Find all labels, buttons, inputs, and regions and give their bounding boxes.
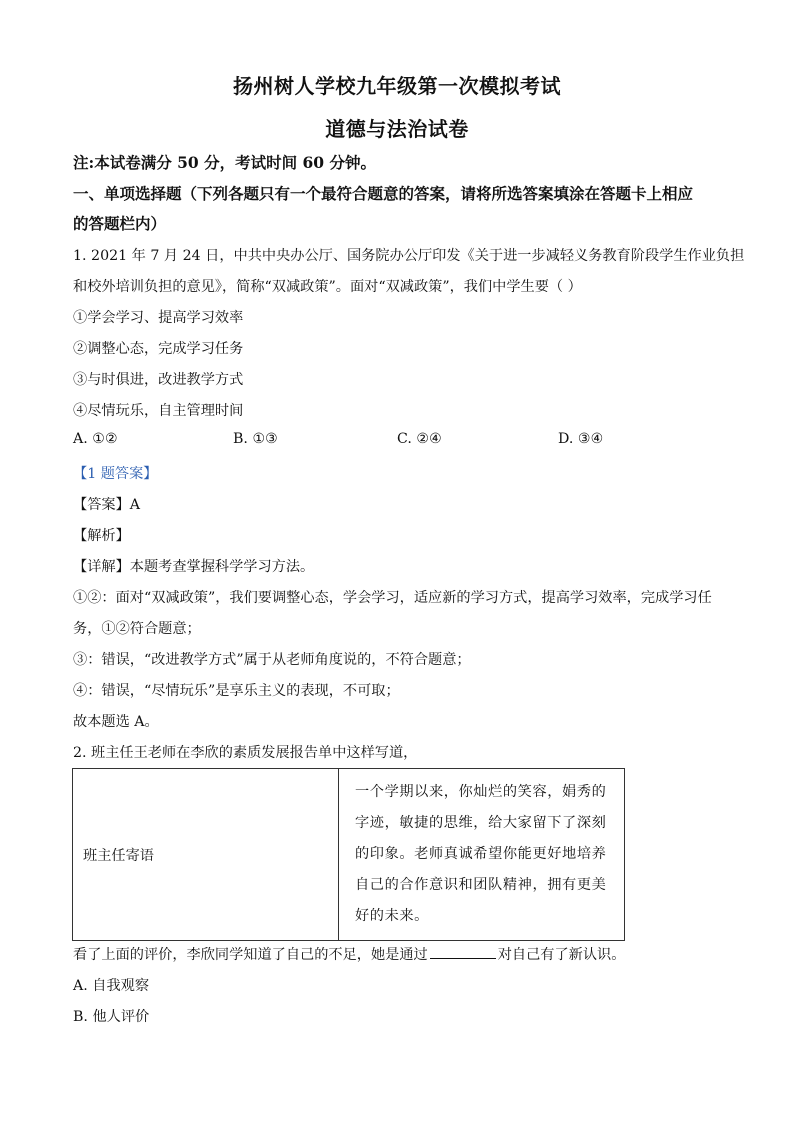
- q1-item-1: ①学会学习、提高学习效率: [73, 310, 244, 326]
- q2-option-b: B. 他人评价: [73, 1009, 150, 1025]
- exam-notice: 注:本试卷满分 50 分，考试时间 60 分钟。: [73, 153, 376, 172]
- section-heading-line1: 一、单项选择题（下列各题只有一个最符合题意的答案，请将所选答案填涂在答题卡上相应: [73, 184, 694, 203]
- exam-subtitle: 道德与法治试卷: [325, 117, 469, 141]
- table-row: [73, 769, 625, 941]
- comment-label: 班主任寄语: [73, 769, 339, 941]
- q1-explanation-line3: ③：错误，“改进教学方式”属于从老师角度说的，不符合题意；: [73, 652, 471, 668]
- q1-option-d: D. ③④: [558, 431, 604, 447]
- q1-detail: 【详解】本题考查掌握科学学习方法。: [73, 559, 315, 575]
- q1-item-3: ③与时俱进，改进教学方式: [73, 372, 244, 388]
- q1-item-2: ②调整心态，完成学习任务: [73, 341, 244, 357]
- q1-explanation-line4: ④：错误，“尽情玩乐”是享乐主义的表现，不可取；: [73, 683, 400, 699]
- q1-analysis-tag: 【解析】: [73, 528, 130, 544]
- q1-option-b: B. ①③: [233, 431, 278, 447]
- q2-option-a: A. 自我观察: [73, 978, 150, 994]
- answer-blank: [430, 946, 496, 959]
- comment-table: [72, 768, 625, 941]
- q1-explanation-line1: ①②：面对“双减政策”，我们要调整心态，学会学习，适应新的学习方式，提高学习效率，完成学习任: [73, 590, 712, 606]
- q2-follow-up: [73, 944, 625, 964]
- q2-follow-after: 对自己有了新认识。: [497, 947, 626, 963]
- q1-stem-line2: 和校外培训负担的意见》，简称“双减政策”。面对“双减政策”，我们中学生要（ ）: [73, 279, 582, 295]
- q1-conclusion: 故本题选 A。: [73, 714, 159, 730]
- exam-title: 扬州树人学校九年级第一次模拟考试: [233, 74, 561, 98]
- q1-stem-line1: 1. 2021 年 7 月 24 日，中共中央办公厅、国务院办公厅印发《关于进一步减轻义务教育阶段学生作业负担: [73, 248, 745, 264]
- q1-answer-tag: 【1 题答案】: [73, 466, 158, 482]
- section-heading-line2: 的答题栏内）: [73, 214, 167, 233]
- q1-item-4: ④尽情玩乐，自主管理时间: [73, 403, 244, 419]
- q1-explanation-line2: 务，①②符合题意；: [73, 621, 201, 637]
- q2-stem: 2. 班主任王老师在李欣的素质发展报告单中这样写道，: [73, 745, 418, 761]
- q1-option-c: C. ②④: [397, 431, 442, 447]
- comment-content: 一个学期以来，你灿烂的笑容，娟秀的字迹，敏捷的思维，给大家留下了深刻的印象。老师真诚希望你能更好地培养自己的合作意识和团队精神，拥有更美好的未来。: [339, 769, 625, 941]
- q1-answer: 【答案】A: [73, 497, 140, 513]
- q2-follow-before: 看了上面的评价，李欣同学知道了自己的不足，她是通过: [73, 947, 428, 963]
- q1-option-a: A. ①②: [73, 431, 118, 447]
